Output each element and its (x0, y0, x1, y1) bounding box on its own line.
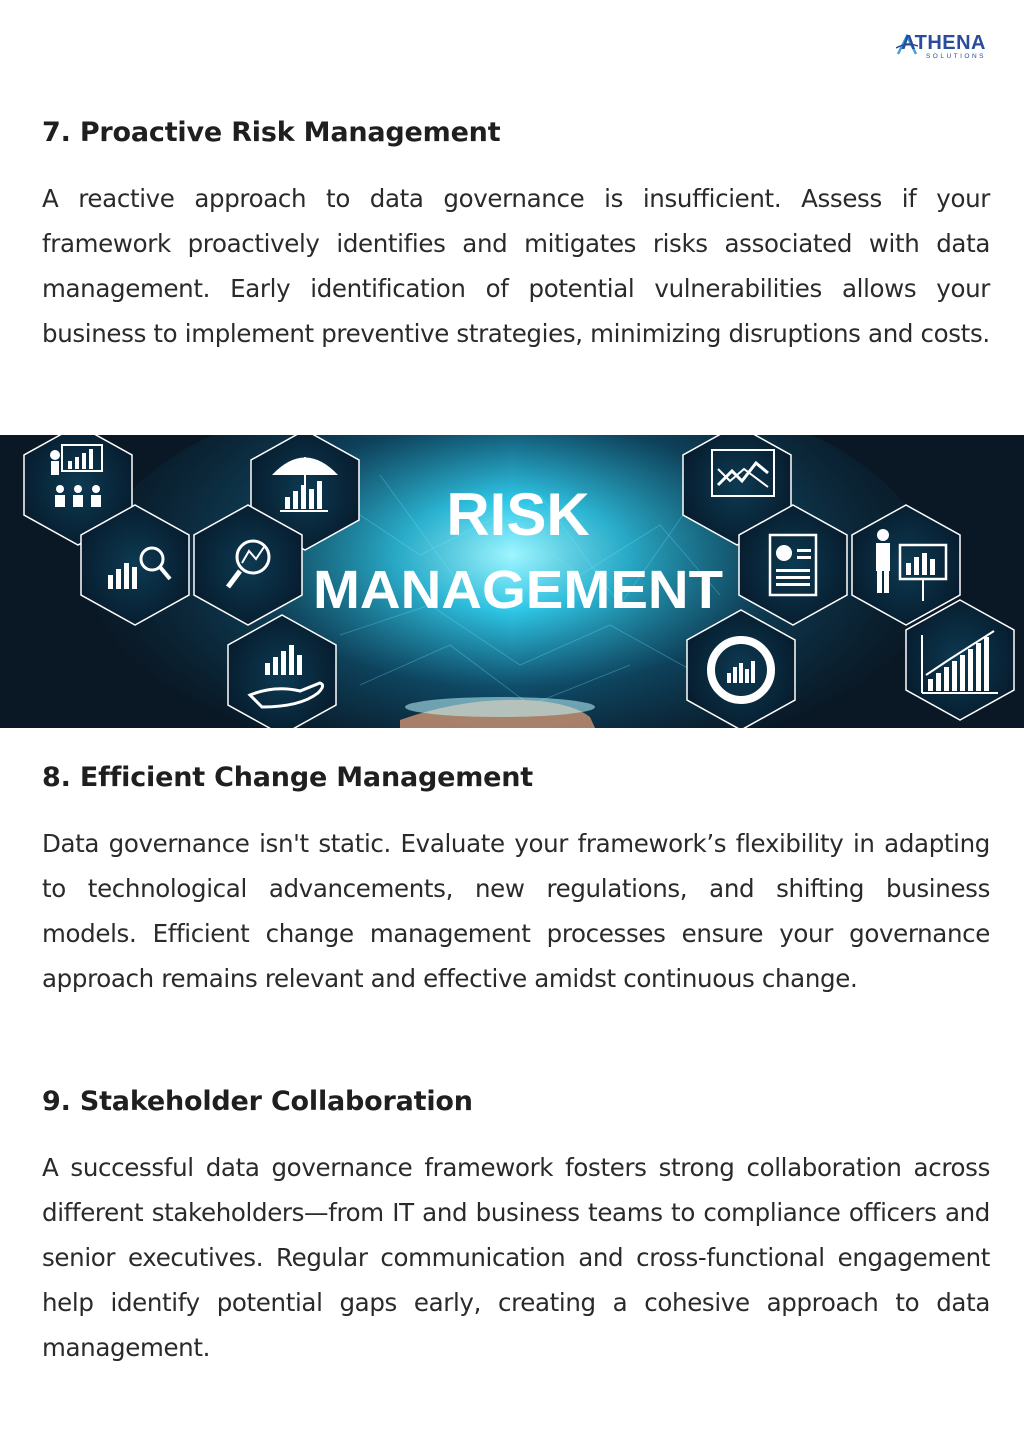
logo-wordmark: ATHENA (901, 32, 986, 54)
banner-title-line1: RISK (446, 481, 590, 548)
section-heading-change: 8. Efficient Change Management (42, 762, 533, 793)
risk-management-banner (0, 435, 1024, 728)
logo-tagline: SOLUTIONS (925, 53, 986, 60)
section-body-stakeholder: A successful data governance framework fosters strong collaboration across different stakeholders—from IT and business teams to compliance officers and senior executives. Regular communication and cross-functional engagement help identify potential gaps early, creating a cohesive approach to data management. (42, 1153, 990, 1362)
section-body-change: Data governance isn't static. Evaluate your framework’s flexibility in adapting to technological advancements, new regulations, and shifting business models. Efficient change management processes ensure your governance approach remains relevant and effective amidst continuous change. (42, 829, 990, 993)
section-heading-risk: 7. Proactive Risk Management (42, 117, 501, 148)
section-body-risk: A reactive approach to data governance is insufficient. Assess if your framework proactively identifies and mitigates risks associated with data management. Early identification of potential vulnerabilities allows your business to implement preventive strategies, minimizing disruptions and costs. (42, 184, 990, 348)
athena-logo (896, 32, 986, 64)
banner-title-line2: MANAGEMENT (313, 560, 724, 620)
section-heading-stakeholder: 9. Stakeholder Collaboration (42, 1086, 473, 1117)
